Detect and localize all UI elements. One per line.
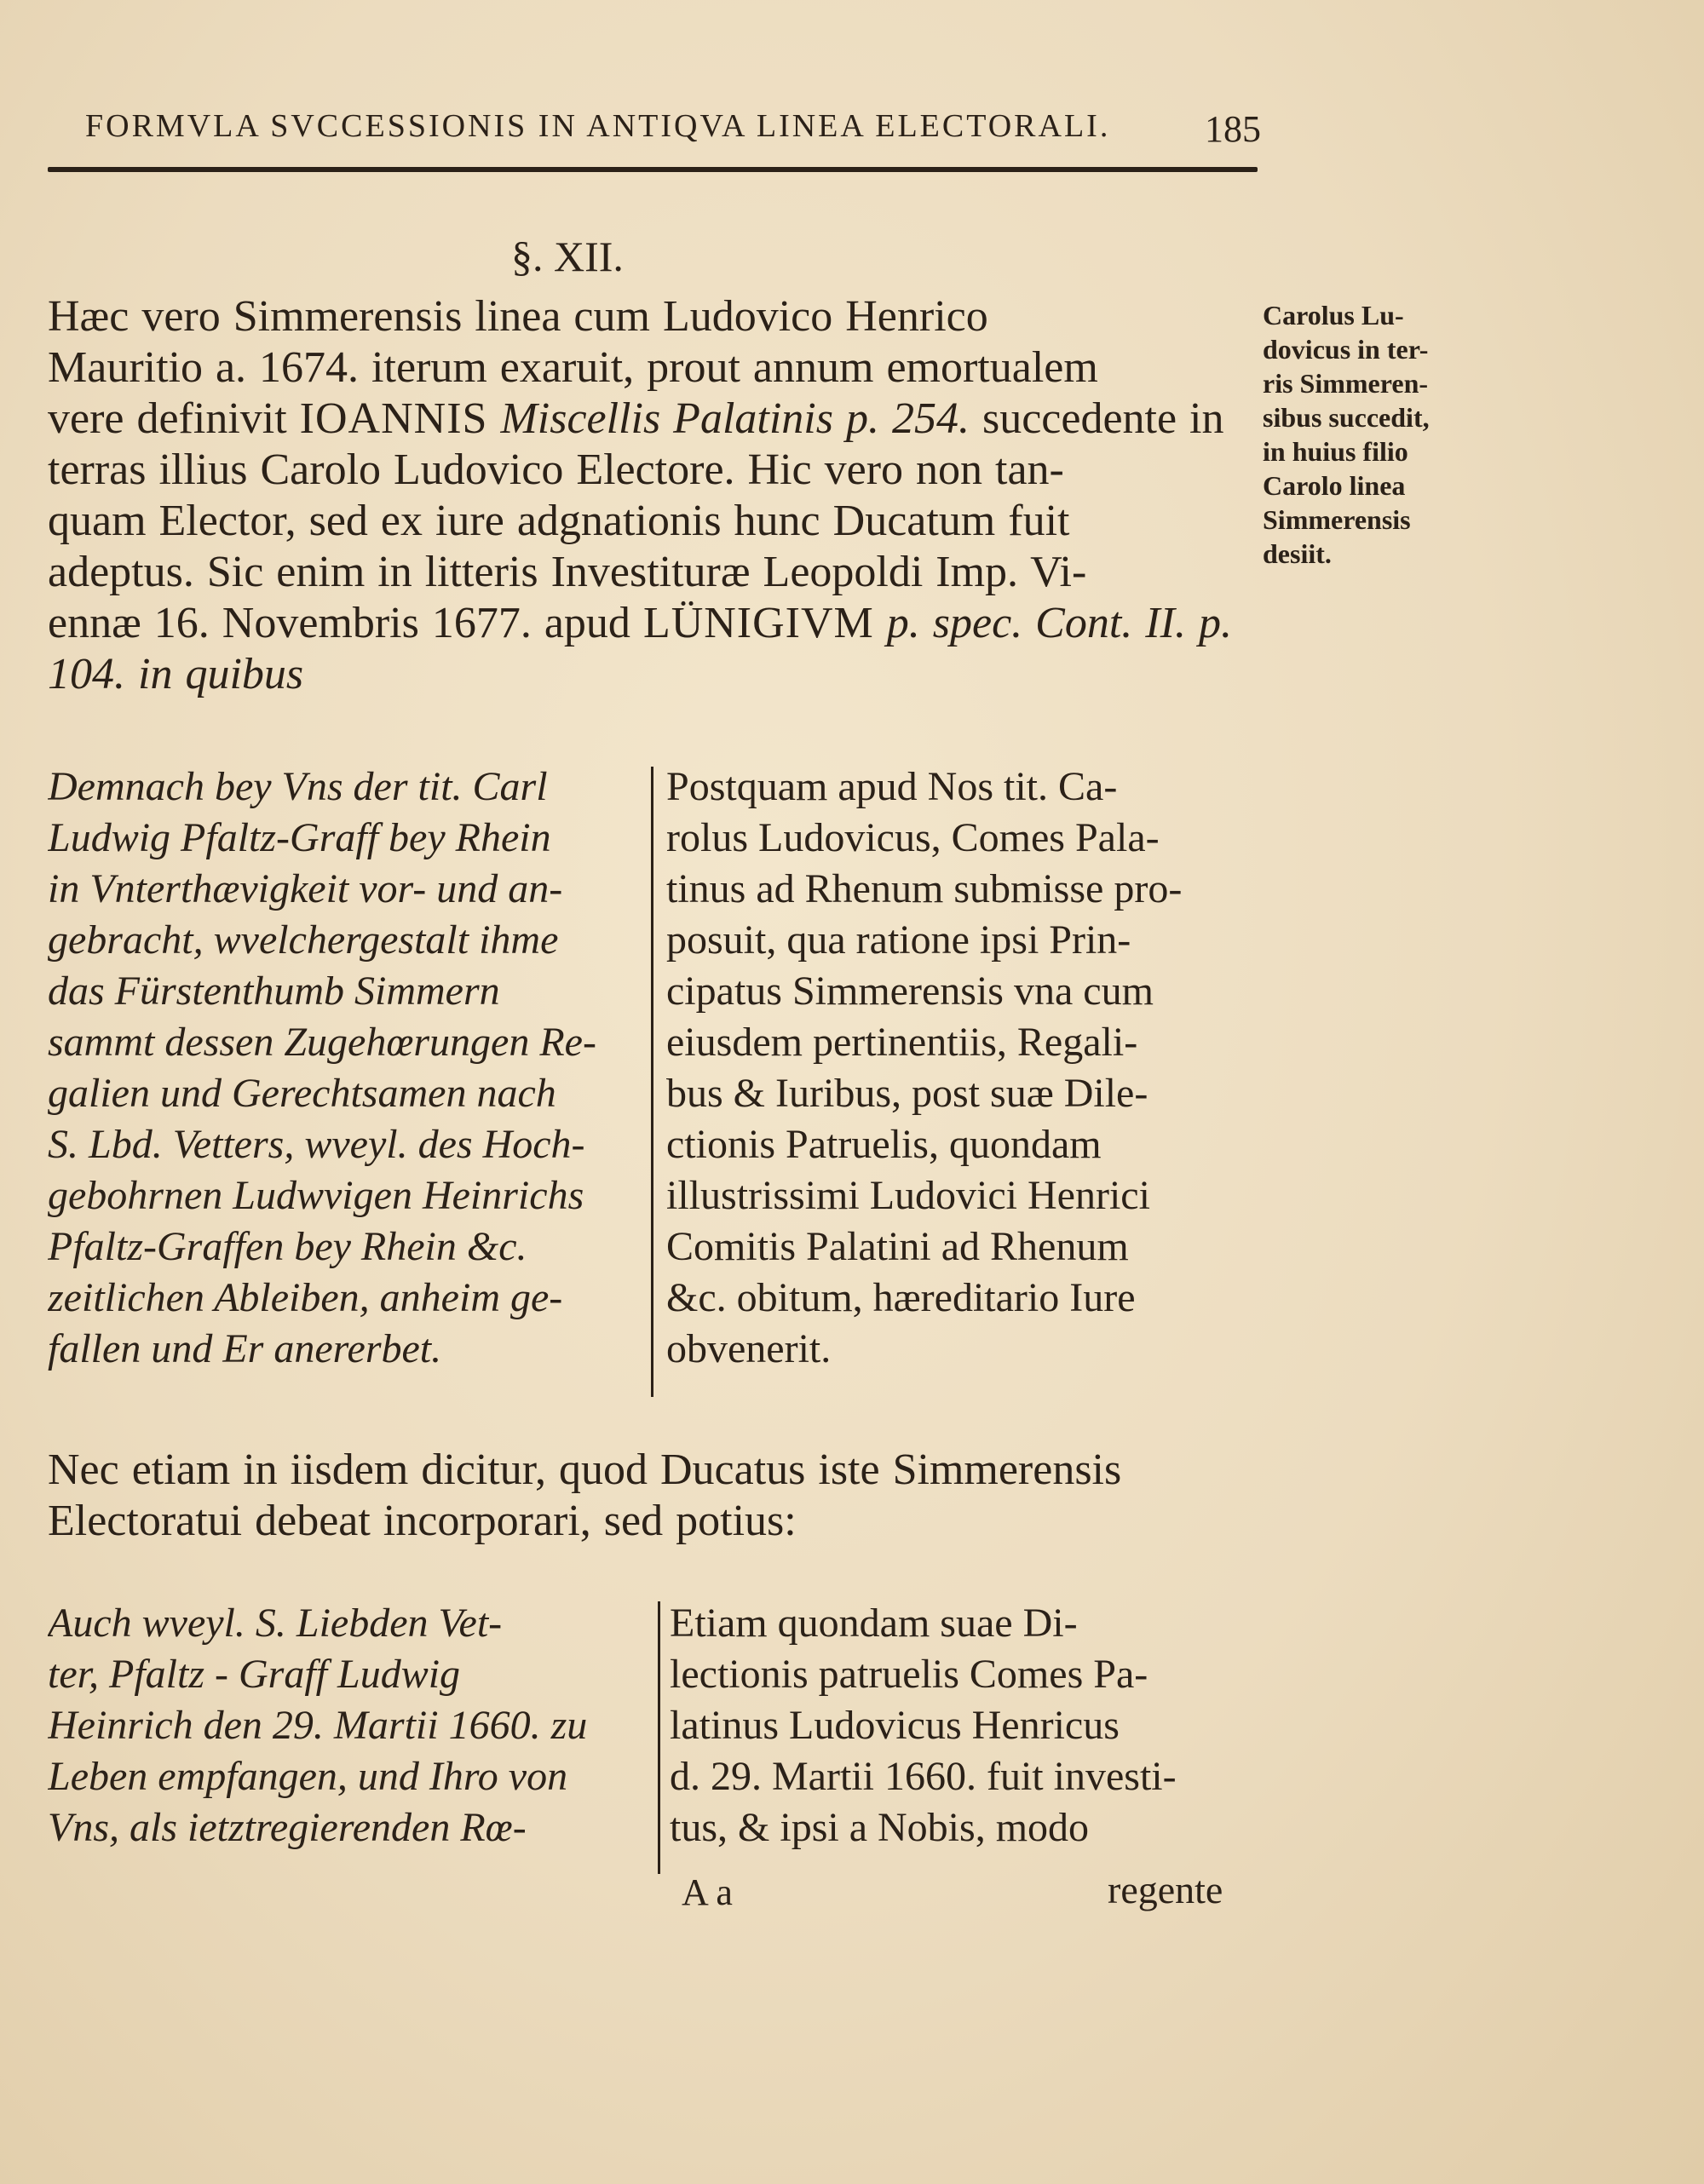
- latin-line: posuit, qua ratione ipsi Prin-: [666, 917, 1131, 963]
- text-line: terras illius Carolo Ludovico Electore. Hic vero non tan-: [48, 445, 1064, 494]
- citation: p. spec. Cont. II. p.: [886, 599, 1232, 647]
- german-line: Ludwig Pfaltz-Graff bey Rhein: [48, 815, 551, 860]
- section-heading: §. XII.: [511, 233, 624, 280]
- text-line: [48, 598, 1261, 649]
- text-line: adeptus. Sic enim in litteris Investituræ Leopoldi Imp. Vi-: [48, 548, 1087, 596]
- text-line: [48, 394, 1261, 445]
- margin-line: desiit.: [1263, 538, 1332, 569]
- german-line: gebracht, wvelchergestalt ihme: [48, 917, 559, 963]
- signature-mark: A a: [682, 1871, 733, 1913]
- latin-line: cipatus Simmerensis vna cum: [666, 968, 1154, 1014]
- text-line: [48, 649, 1261, 700]
- text-line: Electoratui debeat incorporari, sed potius:: [48, 1497, 797, 1545]
- text-line: Nec etiam in iisdem dicitur, quod Ducatus iste Simmerensis: [48, 1445, 1122, 1494]
- latin-line: Postquam apud Nos tit. Ca-: [666, 764, 1118, 809]
- catchword: regente: [1108, 1868, 1223, 1911]
- running-header: [85, 107, 1261, 158]
- column-divider: [658, 1601, 660, 1874]
- latin-line: tus, & ipsi a Nobis, modo: [670, 1805, 1090, 1850]
- paragraph-2: [48, 1445, 1266, 1547]
- margin-line: dovicus in ter-: [1263, 334, 1429, 365]
- running-title: FORMVLA SVCCESSIONIS IN ANTIQVA LINEA ELECTORALI.: [85, 108, 1111, 144]
- column-divider: [651, 767, 653, 1397]
- german-line: in Vnterthævigkeit vor- und an-: [48, 866, 563, 911]
- latin-line: Comitis Palatini ad Rhenum: [666, 1224, 1129, 1269]
- citation: 104. in quibus: [48, 650, 304, 698]
- latin-line: &c. obitum, hæreditario Iure: [666, 1275, 1136, 1320]
- latin-line: eiusdem pertinentiis, Regali-: [666, 1020, 1138, 1065]
- german-line: Demnach bey Vns der tit. Carl: [48, 764, 548, 809]
- german-line: S. Lbd. Vetters, wveyl. des Hoch-: [48, 1122, 585, 1167]
- text-fragment: ennæ 16. Novembris 1677. apud: [48, 599, 630, 647]
- german-column-1: [48, 762, 644, 1375]
- margin-line: Carolo linea: [1263, 470, 1406, 501]
- latin-line: rolus Ludovicus, Comes Pala-: [666, 815, 1160, 860]
- german-line: ter, Pfaltz - Graff Ludwig: [48, 1652, 461, 1697]
- text-fragment: succedente in: [982, 394, 1224, 443]
- citation: Miscellis Palatinis p. 254.: [500, 394, 970, 443]
- german-line: Auch wveyl. S. Liebden Vet-: [48, 1601, 503, 1646]
- german-line: Leben empfangen, und Ihro von: [48, 1754, 568, 1799]
- latin-line: illustrissimi Ludovici Henrici: [666, 1173, 1150, 1218]
- margin-line: ris Simmeren-: [1263, 368, 1429, 399]
- latin-line: obvenerit.: [666, 1326, 832, 1371]
- latin-column-2: [670, 1598, 1266, 1854]
- latin-line: latinus Ludovicus Henricus: [670, 1703, 1120, 1748]
- margin-line: in huius filio: [1263, 436, 1408, 467]
- latin-line: bus & Iuribus, post suæ Dile-: [666, 1071, 1148, 1116]
- latin-line: tinus ad Rhenum submisse pro-: [666, 866, 1183, 911]
- latin-line: lectionis patruelis Comes Pa-: [670, 1652, 1148, 1697]
- page-number: 185: [1205, 108, 1261, 150]
- author-name: IOANNIS: [299, 394, 488, 443]
- german-line: Heinrich den 29. Martii 1660. zu: [48, 1703, 588, 1748]
- german-line: galien und Gerechtsamen nach: [48, 1071, 556, 1116]
- latin-line: d. 29. Martii 1660. fuit investi-: [670, 1754, 1177, 1799]
- german-column-2: [48, 1598, 653, 1854]
- german-line: Vns, als ietztregierenden Rœ-: [48, 1805, 527, 1850]
- latin-line: ctionis Patruelis, quondam: [666, 1122, 1102, 1167]
- german-line: sammt dessen Zugehœrungen Re-: [48, 1020, 596, 1065]
- text-line: Mauritio a. 1674. iterum exaruit, prout annum emortualem: [48, 343, 1098, 392]
- margin-note: [1263, 298, 1484, 571]
- latin-line: Etiam quondam suae Di-: [670, 1601, 1078, 1646]
- latin-column-1: [666, 762, 1263, 1375]
- german-line: zeitlichen Ableiben, anheim ge-: [48, 1275, 563, 1320]
- margin-line: Simmerensis: [1263, 504, 1411, 535]
- header-rule: [48, 167, 1258, 172]
- author-name: LÜNIGIVM: [642, 599, 874, 647]
- german-line: gebohrnen Ludwvigen Heinrichs: [48, 1173, 584, 1218]
- paragraph-1: [48, 291, 1261, 700]
- margin-line: sibus succedit,: [1263, 402, 1430, 433]
- german-line: fallen und Er anererbet.: [48, 1326, 442, 1371]
- german-line: Pfaltz-Graffen bey Rhein &c.: [48, 1224, 527, 1269]
- german-line: das Fürstenthumb Simmern: [48, 968, 500, 1014]
- text-line: Hæc vero Simmerensis linea cum Ludovico Henrico: [48, 292, 988, 341]
- text-line: quam Elector, sed ex iure adgnationis hunc Ducatum fuit: [48, 497, 1070, 545]
- text-fragment: vere definivit: [48, 394, 287, 443]
- margin-line: Carolus Lu-: [1263, 300, 1404, 330]
